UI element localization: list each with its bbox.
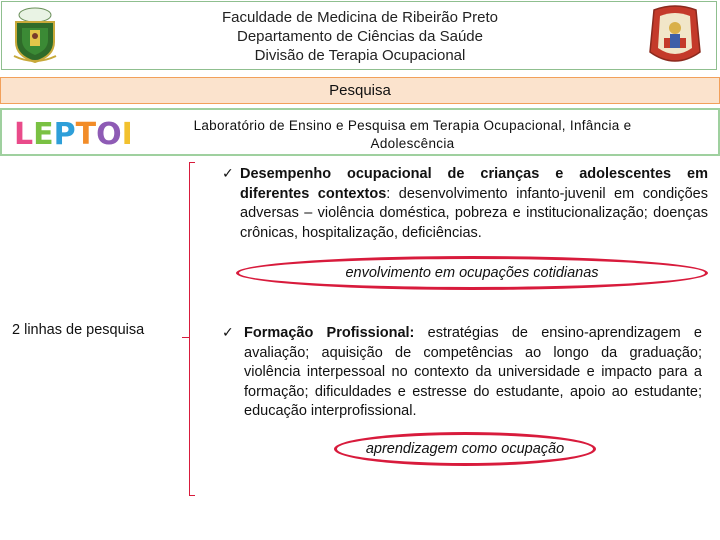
fmrp-crest-logo — [8, 6, 62, 66]
research-lines-label: 2 linhas de pesquisa — [12, 322, 145, 338]
header-title — [130, 8, 590, 65]
section-title-bar: Pesquisa — [0, 77, 720, 104]
research-line-1-heading: Desempenho ocupacional de crianças e adolescentes em diferentes contextos — [240, 166, 708, 202]
header-line-division: Divisão de Terapia Ocupacional — [254, 47, 466, 64]
research-line-1 — [240, 165, 708, 243]
lab-title — [150, 117, 675, 153]
usp-seal-logo — [646, 4, 704, 68]
highlight-oval-2: aprendizagem como ocupação — [334, 432, 596, 466]
checkmark-icon: ✓ — [222, 324, 234, 340]
research-line-2-body: estratégias de ensino-aprendizagem e avaliação; aquisição de competências ao longo da graduação; violência interpessoal no contexto da universidade e impacto para a formação; dificuldades e estresse do estudante, apoio ao estudante; educação interprofissional. — [244, 325, 702, 419]
research-line-2 — [244, 324, 702, 422]
bracket-tick — [182, 337, 189, 338]
bracket — [189, 162, 195, 496]
checkmark-icon: ✓ — [222, 165, 234, 181]
research-line-2-heading: Formação Profissional: — [244, 325, 415, 341]
highlight-oval-1: envolvimento em ocupações cotidianas — [236, 256, 708, 290]
header-line-department: Departamento de Ciências da Saúde — [237, 28, 483, 45]
lab-title-line2: Adolescência — [370, 136, 455, 151]
header-line-institution: Faculdade de Medicina de Ribeirão Preto — [222, 9, 498, 26]
lab-title-line1: Laboratório de Ensino e Pesquisa em Terapia Ocupacional, Infância e — [193, 118, 632, 133]
svg-text:LEPTOI: LEPTOI — [14, 117, 133, 152]
research-line-1-body: : desenvolvimento infanto-juvenil em condições adversas – violência doméstica, pobreza e institucionalização; doenças crônicas, hospitalização, deficiências. — [240, 185, 708, 241]
leptoi-logo — [12, 112, 134, 152]
